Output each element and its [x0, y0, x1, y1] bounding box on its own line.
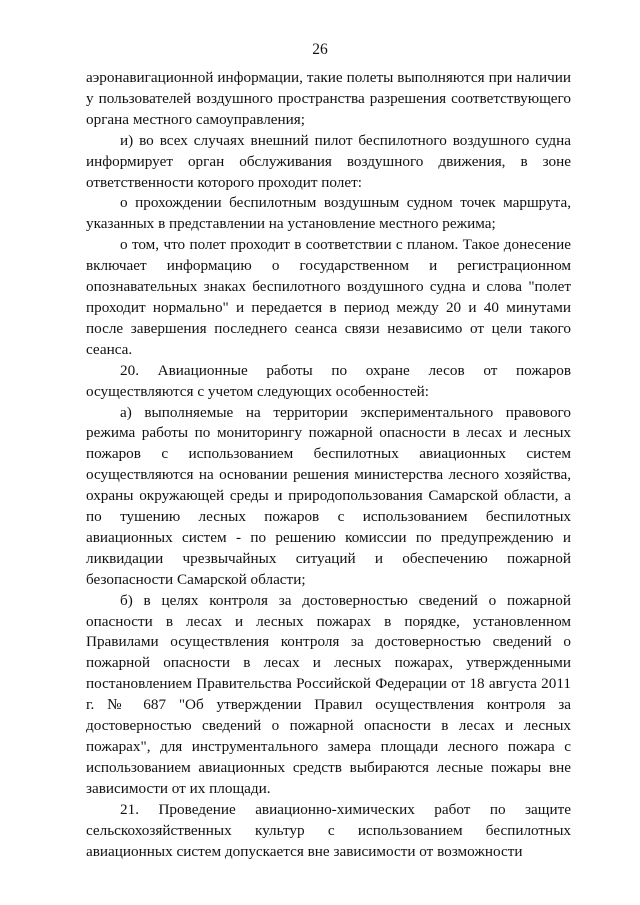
paragraph-waypoints: о прохождении беспилотным воздушным судном точек маршрута, указанных в представлении на установление местного режима; — [86, 194, 571, 233]
paragraph-item-b: б) в целях контроля за достоверностью сведений о пожарной опасности в лесах и лесных пожарах в порядке, установленном Правилами осуществления контроля за достоверностью сведений о пожарной опасности в лесах и лесных пожарах, утвержденными постановлением Правительства Российской Федерации от 18 августа 2011 г. № 687 "Об утверждении Правил осуществления контроля за достоверностью сведений о пожарной опасности в лесах и лесных пожарах", для инструментального замера площади лесного пожара с использованием авиационных средств выбираются лесные пожары вне зависимости от их площади. — [86, 591, 571, 797]
paragraph-continuation: аэронавигационной информации, такие полеты выполняются при наличии у пользователей воздушного пространства разрешения соответствующего органа местного самоуправления; — [86, 69, 571, 128]
page-number: 26 — [312, 41, 328, 58]
paragraph-flight-report: о том, что полет проходит в соответствии с планом. Такое донесение включает информацию о государственном и регистрационном опознавательных знаках беспилотного воздушного судна и слова "полет проходит нормально" и передается в период между 20 и 40 минутами после завершения последнего сеанса связи независимо от цели такого сеанса. — [86, 236, 571, 358]
paragraph-item-a: а) выполняемые на территории экспериментального правового режима работы по мониторингу пожарной опасности в лесах и лесных пожаров с использованием беспилотных авиационных систем осуществляются на основании решения министерства лесного хозяйства, охраны окружающей среды и природопользования Самарской области, а по тушению лесных пожаров с использованием беспилотных авиационных систем - по решению комиссии по предупреждению и ликвидации чрезвычайных ситуаций и обеспечению пожарной безопасности Самарской области; — [86, 403, 571, 588]
body-text — [86, 68, 571, 862]
paragraph-section-20: 20. Авиационные работы по охране лесов от пожаров осуществляются с учетом следующих особенностей: — [86, 361, 571, 400]
paragraph-item-i: и) во всех случаях внешний пилот беспилотного воздушного судна информирует орган обслуживания воздушного движения, в зоне ответственности которого проходит полет: — [86, 131, 571, 191]
paragraph-section-21: 21. Проведение авиационно-химических работ по защите сельскохозяйственных культур с использованием беспилотных авиационных систем допускается вне зависимости от возможности — [86, 800, 571, 860]
